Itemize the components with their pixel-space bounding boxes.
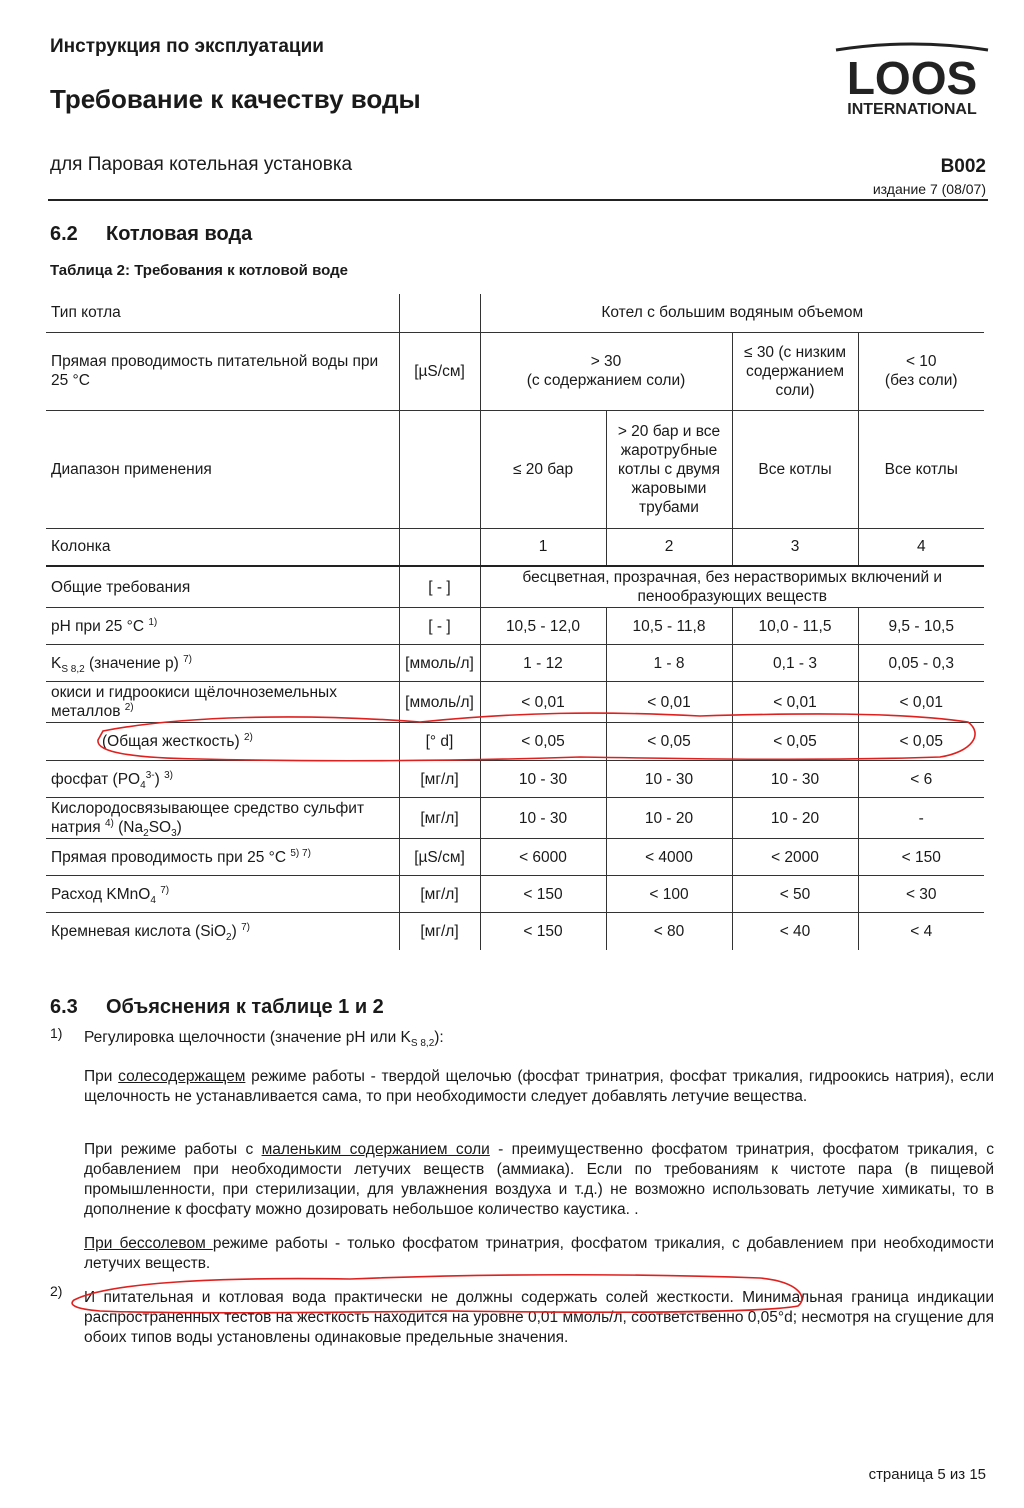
- logo-sub: INTERNATIONAL: [847, 101, 977, 118]
- alk-unit: [ммоль/л]: [399, 682, 480, 723]
- oxygen-scavenger-label: Кислородосвязывающее средство сульфит натрия $^{4)}$ $(Na_2SO_3)$: [46, 798, 399, 839]
- hardness-value: < 0,05: [858, 723, 984, 761]
- hardness-value: < 0,05: [606, 723, 732, 761]
- col-num: 1: [480, 528, 606, 566]
- type-label: Тип котла: [46, 294, 399, 332]
- table-row: [46, 761, 984, 798]
- alk-value: < 0,01: [480, 682, 606, 723]
- table-row: [46, 608, 984, 645]
- oxygen-scavenger-value: 10 - 20: [732, 798, 858, 839]
- kmno4-label: Расход KMnO$_4$ $^{7)}$: [46, 876, 399, 913]
- header-rule: [48, 199, 988, 201]
- ph-value: 10,5 - 11,8: [606, 608, 732, 645]
- conductivity-unit: [µS/см]: [399, 839, 480, 876]
- phosphate-unit: [мг/л]: [399, 761, 480, 798]
- ph-value: 10,0 - 11,5: [732, 608, 858, 645]
- cond-c3: ≤ 30 (с низким содержанием соли): [732, 332, 858, 410]
- general-label: Общие требования: [46, 566, 399, 608]
- oxygen-scavenger-value: -: [858, 798, 984, 839]
- oxygen-scavenger-unit: [мг/л]: [399, 798, 480, 839]
- kmno4-value: < 100: [606, 876, 732, 913]
- table-row: [46, 528, 984, 566]
- range-c4: Все котлы: [858, 410, 984, 528]
- silica-label: Кремневая кислота (SiO$_2$) $^{7)}$: [46, 913, 399, 950]
- kmno4-unit: [мг/л]: [399, 876, 480, 913]
- silica-value: < 80: [606, 913, 732, 950]
- hardness-unit: [° d]: [399, 723, 480, 761]
- silica-unit: [мг/л]: [399, 913, 480, 950]
- blank-cell: [399, 294, 480, 332]
- footnote-mark-1: 1): [50, 1025, 63, 1041]
- ks-unit: [ммоль/л]: [399, 645, 480, 682]
- silica-value: < 150: [480, 913, 606, 950]
- ph-label: pH при 25 °C $^{1)}$: [46, 608, 399, 645]
- ks-label: $K_{S 8,2}$ (значение p) $^{7)}$: [46, 645, 399, 682]
- table-row: [46, 913, 984, 950]
- section-number: 6.2: [50, 223, 78, 245]
- table-row: [46, 798, 984, 839]
- section-6-3-heading: [50, 996, 384, 1019]
- boiler-water-table: [46, 294, 984, 950]
- alk-value: < 0,01: [606, 682, 732, 723]
- phosphate-label: фосфат $(PO_4^{3-})$ $^{3)}$: [46, 761, 399, 798]
- ks-value: 0,05 - 0,3: [858, 645, 984, 682]
- conductivity-label: Прямая проводимость при 25 °C $^{5) 7)}$: [46, 839, 399, 876]
- edition-label: издание 7 (08/07): [872, 181, 986, 197]
- table-row: [46, 876, 984, 913]
- col-label: Колонка: [46, 528, 399, 566]
- silica-value: < 4: [858, 913, 984, 950]
- kmno4-value: < 150: [480, 876, 606, 913]
- ph-unit: [ - ]: [399, 608, 480, 645]
- paragraph-saline: При солесодержащем режиме работы - твердой щелочью (фосфат тринатрия, фосфат трикалия, гидроокись натрия), если щелочность не устанавливается сама, то при необходимости следует добавлять летучие вещества.: [84, 1068, 994, 1105]
- ks-value: 1 - 8: [606, 645, 732, 682]
- range-label: Диапазон применения: [46, 410, 399, 528]
- cond-c12: > 30 (с содержанием соли): [480, 332, 732, 410]
- range-c3: Все котлы: [732, 410, 858, 528]
- col-num: 2: [606, 528, 732, 566]
- table-row: [46, 566, 984, 608]
- oxygen-scavenger-value: 10 - 20: [606, 798, 732, 839]
- alk-value: < 0,01: [732, 682, 858, 723]
- kmno4-value: < 50: [732, 876, 858, 913]
- document-code: B002: [940, 156, 986, 177]
- ks-value: 0,1 - 3: [732, 645, 858, 682]
- general-value: бесцветная, прозрачная, без нерастворимых включений и пенообразующих веществ: [480, 566, 984, 608]
- table-row: [46, 723, 984, 761]
- table-row: [46, 645, 984, 682]
- blank-cell: [399, 528, 480, 566]
- document-subtitle: для Паровая котельная установка: [50, 154, 353, 175]
- section-title: Объяснения к таблице 1 и 2: [106, 996, 384, 1018]
- table-row: [46, 839, 984, 876]
- cond-unit: [µS/см]: [399, 332, 480, 410]
- phosphate-value: 10 - 30: [606, 761, 732, 798]
- cond-c4: < 10 (без соли): [858, 332, 984, 410]
- range-c1: ≤ 20 бар: [480, 410, 606, 528]
- loos-logo: [832, 42, 992, 122]
- hardness-label: (Общая жесткость) $^{2)}$: [46, 723, 399, 761]
- conductivity-value: < 150: [858, 839, 984, 876]
- blank-cell: [399, 410, 480, 528]
- footnote-1-intro: Регулировка щелочности (значение pH или $K_{S 8,2}$):: [84, 1029, 444, 1050]
- general-unit: [ - ]: [399, 566, 480, 608]
- phosphate-value: 10 - 30: [732, 761, 858, 798]
- page-number: страница 5 из 15: [868, 1466, 986, 1483]
- paragraph-hardness: И питательная и котловая вода практически не должны содержать солей жесткости. Минимальная граница индикации распространенных тестов на жесткость находится на уровне 0,01 ммоль/л, соответственно 0,05°d; несмотря на сгущение для обоих типов воды установлены одинаковые предельные значения.: [84, 1289, 994, 1346]
- phosphate-value: < 6: [858, 761, 984, 798]
- type-value: Котел с большим водяным объемом: [480, 294, 984, 332]
- silica-value: < 40: [732, 913, 858, 950]
- ph-value: 9,5 - 10,5: [858, 608, 984, 645]
- document-title: Требование к качеству воды: [50, 84, 421, 114]
- conductivity-value: < 2000: [732, 839, 858, 876]
- alk-value: < 0,01: [858, 682, 984, 723]
- table-caption: Таблица 2: Требования к котловой воде: [50, 262, 348, 279]
- table-row: [46, 410, 984, 528]
- conductivity-value: < 6000: [480, 839, 606, 876]
- col-num: 3: [732, 528, 858, 566]
- section-number: 6.3: [50, 996, 78, 1018]
- section-title: Котловая вода: [106, 223, 253, 245]
- paragraph-low-salt: При режиме работы с маленьким содержанием соли - преимущественно фосфатом тринатрия, фосфатом трикалия, с добавлением при необходимости летучих веществ (аммиака). Если по требованиям к чистоте пара (в пищевой промышленности, при стерилизации, для увлажнения воздуха и т.д.) не возможно использовать летучие химикаты, то в дополнение к фосфату можно дозировать небольшое количество каустика. .: [84, 1141, 995, 1218]
- table-row: [46, 332, 984, 410]
- paragraph-salt-free: При бессолевом режиме работы - только фосфатом тринатрия, фосфатом трикалия, с добавлением при необходимости летучих веществ.: [84, 1235, 994, 1272]
- section-6-2-heading: [50, 223, 252, 246]
- manual-label: Инструкция по эксплуатации: [50, 36, 324, 57]
- hardness-value: < 0,05: [732, 723, 858, 761]
- kmno4-value: < 30: [858, 876, 984, 913]
- col-num: 4: [858, 528, 984, 566]
- footnote-mark-2: 2): [50, 1283, 63, 1299]
- ks-value: 1 - 12: [480, 645, 606, 682]
- alk-label: окиси и гидроокиси щёлочноземельных металлов $^{2)}$: [46, 682, 399, 723]
- ph-value: 10,5 - 12,0: [480, 608, 606, 645]
- table-row: [46, 682, 984, 723]
- conductivity-value: < 4000: [606, 839, 732, 876]
- phosphate-value: 10 - 30: [480, 761, 606, 798]
- cond-label: Прямая проводимость питательной воды при 25 °C: [46, 332, 399, 410]
- range-c2: > 20 бар и все жаротрубные котлы с двумя жаровыми трубами: [606, 410, 732, 528]
- logo-word: LOOS: [846, 52, 978, 104]
- table-row: [46, 294, 984, 332]
- hardness-value: < 0,05: [480, 723, 606, 761]
- oxygen-scavenger-value: 10 - 30: [480, 798, 606, 839]
